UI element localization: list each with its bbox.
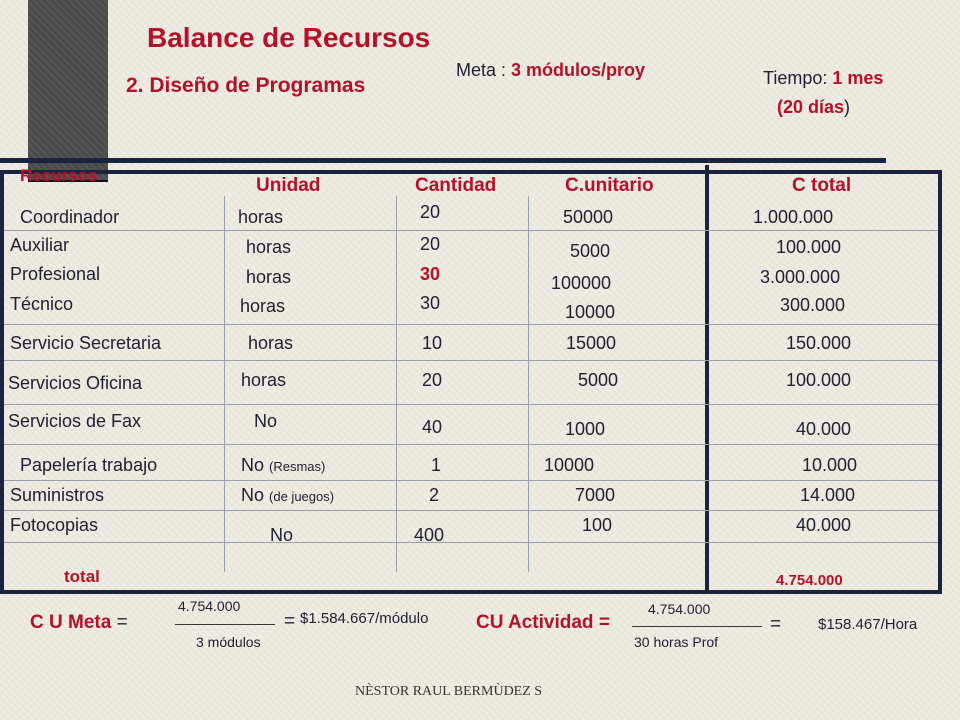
row-ctotal: 1.000.000 [753,207,834,227]
header-ctotal: C total [792,175,852,196]
tiempo-value: 1 mes [832,68,884,88]
row-cantidad: 20 [420,202,441,222]
row-recurso: Fotocopias [10,515,99,535]
row-unidad: horas [240,296,286,316]
cu-meta-numerator: 4.754.000 [178,598,241,614]
row-cantidad: 20 [422,370,443,390]
cu-actividad-label: CU Actividad = [476,612,610,633]
header-cantidad: Cantidad [415,175,497,196]
header-cunitario: C.unitario [565,175,654,196]
row-cunitario: 10000 [544,455,595,475]
row-cantidad: 400 [414,525,445,545]
cu-meta-formula: C U Meta = [30,612,128,633]
row-unidad: horas [238,207,284,227]
row-cantidad: 40 [422,417,443,437]
row-unidad: horas [241,370,287,390]
row-recurso: Servicios Oficina [8,373,143,393]
row-ctotal: 300.000 [780,295,846,315]
row-cantidad: 20 [420,234,441,254]
row-cunitario: 100 [582,515,613,535]
row-recurso: Profesional [10,264,101,284]
row-cantidad: 2 [429,485,440,505]
row-cantidad: 30 [420,264,441,284]
row-cunitario: 15000 [566,333,617,353]
row-cunitario: 50000 [563,207,614,227]
footer-author: NÈSTOR RAUL BERMÙDEZ S [355,684,543,699]
row-ctotal: 100.000 [786,370,852,390]
row-unidad: horas [246,267,292,287]
row-unidad: horas [246,237,292,257]
cu-meta-label: C U Meta [30,612,112,633]
row-ctotal: 10.000 [802,455,858,475]
row-recurso: Servicio Secretaria [10,333,162,353]
row-cunitario: 100000 [551,273,612,293]
table-frame-left [0,170,4,594]
row-cunitario: 5000 [578,370,619,390]
row-unidad: No [254,411,278,431]
decorative-block [28,0,108,182]
row-unidad: No [270,525,294,545]
meta-label: Meta : [456,60,512,80]
row-recurso: Papelería trabajo [20,455,158,475]
cu-actividad-fraction-bar [632,626,762,627]
cu-meta-result: $1.584.667/módulo [300,610,429,627]
total-value: 4.754.000 [776,572,843,589]
row-cunitario: 10000 [565,302,616,322]
row-cantidad: 30 [420,293,441,313]
cu-actividad-eq: = [770,614,782,635]
meta-value: 3 módulos/proy [511,60,646,80]
row-ctotal: 100.000 [776,237,842,257]
cu-meta-denominator: 3 módulos [196,634,261,650]
header-unidad: Unidad [256,175,321,196]
row-cantidad: 1 [431,455,442,475]
header-recursos: Recursos [20,166,98,185]
cu-meta-fraction-bar [175,624,275,625]
row-cunitario: 1000 [565,419,606,439]
tiempo-days: (20 días) [777,97,851,117]
row-ctotal: 40.000 [796,515,852,535]
row-ctotal: 40.000 [796,419,852,439]
row-unidad: No (Resmas) [241,455,326,475]
row-recurso: Servicios de Fax [8,411,142,431]
cu-actividad-numerator: 4.754.000 [648,601,711,617]
cu-actividad-denominator: 30 horas Prof [634,634,719,650]
row-cantidad: 10 [422,333,443,353]
total-label: total [64,567,100,586]
row-cunitario: 7000 [575,485,616,505]
row-unidad: horas [248,333,294,353]
row-recurso: Suministros [10,485,105,505]
page-subtitle: 2. Diseño de Programas [126,74,366,97]
page-title: Balance de Recursos [147,22,431,53]
row-cunitario: 5000 [570,241,611,261]
row-ctotal: 150.000 [786,333,852,353]
tiempo-label: Tiempo: [763,68,833,88]
row-ctotal: 14.000 [800,485,856,505]
table-frame-bottom [0,590,942,594]
unidad-note: (de juegos) [269,489,335,504]
unidad-note: (Resmas) [269,459,326,474]
row-recurso: Técnico [10,294,74,314]
row-ctotal: 3.000.000 [760,267,841,287]
cu-meta-eq: = [284,611,296,632]
tiempo-info [763,68,883,89]
row-unidad: No (de juegos) [241,485,335,505]
table-frame-right [938,170,942,594]
cu-actividad-result: $158.467/Hora [818,616,918,633]
table-frame-top [0,170,942,174]
tiempo-days-value: 20 días [783,97,845,117]
meta-info [456,60,645,81]
table-top-rule [0,158,886,163]
row-recurso: Auxiliar [10,235,70,255]
row-recurso: Coordinador [20,207,120,227]
